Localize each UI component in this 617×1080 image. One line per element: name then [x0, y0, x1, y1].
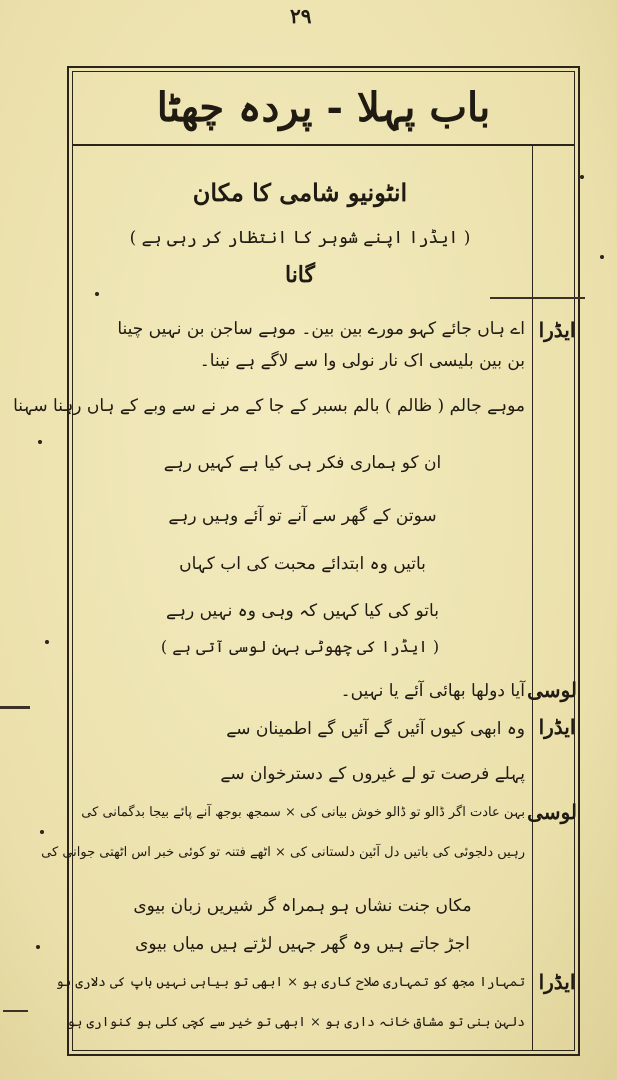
scene-heading: انٹونیو شامی کا مکان	[192, 178, 408, 207]
ink-dot	[600, 255, 604, 259]
dialogue-line: آیا دولھا بھائی آئے یا نہیں۔	[340, 681, 525, 701]
song-line: موہے جالم ( ظالم ) بالم بسبر کے جا کے مر نے سے وبے کے ہاں رہنا سہنا	[13, 396, 525, 416]
song-line: باتیں وہ ابتدائے محبت کی اب کہاں	[179, 554, 426, 574]
dialogue-line: اجڑ جاتے ہیں وہ گھر جہیں لڑتے ہیں میاں بیوی	[135, 934, 470, 954]
speaker-label: لوسی	[527, 678, 577, 702]
song-line: سوتن کے گھر سے آنے تو آئے وہیں رہے	[168, 506, 437, 526]
dialogue-line: دلہن بنی تو مشاق خانہ داری ہو × ابھی تو خیر سے کچی کلی ہو کنواری ہو	[67, 1015, 525, 1030]
song-line: بن بین بلیسی اک نار نولی وا سے لاگے ہے نینا۔	[199, 351, 525, 371]
ink-dot	[36, 945, 40, 949]
dialogue-line: مکاں جنت نشاں ہو ہمراہ گر شیریں زبان بیوی	[133, 896, 472, 916]
song-heading: گانا	[284, 262, 315, 288]
ink-dot	[580, 175, 584, 179]
margin-stroke	[490, 297, 585, 299]
speaker-label: لوسی	[527, 800, 577, 824]
speaker-label: ایڈرا	[538, 715, 576, 739]
ink-dot	[40, 830, 44, 834]
speaker-label: ایڈرا	[538, 318, 576, 342]
ink-dot	[95, 292, 99, 296]
song-line: ان کو ہماری فکر ہی کیا ہے کہیں رہے	[163, 453, 442, 473]
ink-dot	[45, 640, 49, 644]
stage-direction-2: ( ایڈرا کی چھوٹی بہن لوسی آتی ہے )	[160, 637, 440, 656]
margin-stroke	[0, 706, 30, 709]
ink-dot	[38, 440, 42, 444]
dialogue-line: پہلے فرصت تو لے غیروں کے دسترخوان سے	[220, 764, 525, 784]
song-line: اے ہاں جائے کہو مورے بین بین۔ موہے ساجن بن نہیں چینا	[117, 319, 525, 339]
speaker-label: ایڈرا	[538, 970, 576, 994]
margin-stroke	[3, 1010, 28, 1012]
dialogue-line: وہ ابھی کیوں آئیں گے آئیں گے اطمینان سے	[226, 719, 525, 739]
dialogue-line: تمہارا مجھ کو تمہاری صلاح کاری ہو × ابھی تو بیاہی نہیں باپ کی دلاری ہو	[56, 975, 525, 990]
stage-direction-1: ( ایڈرا اپنے شوہر کا انتظار کر رہی ہے )	[129, 228, 471, 248]
speaker-column-divider	[532, 145, 533, 1050]
page-number: ۲۹	[290, 4, 312, 28]
chapter-title: باب پہلا - پردہ چھٹا	[72, 72, 575, 146]
dialogue-line: رہیں دلجوئی کی باتیں دل آئین دلستانی کی × اٹھے فتنہ تو کوئی خبر اس اٹھتی جوانی کی	[41, 845, 525, 860]
song-line: باتو کی کیا کہیں کہ وہی وہ نہیں رہے	[166, 601, 439, 621]
dialogue-line: بہن عادت اگر ڈالو تو ڈالو خوش بیانی کی × سمجھ بوجھ آنے پائے بیجا بدگمانی کی	[81, 805, 525, 820]
